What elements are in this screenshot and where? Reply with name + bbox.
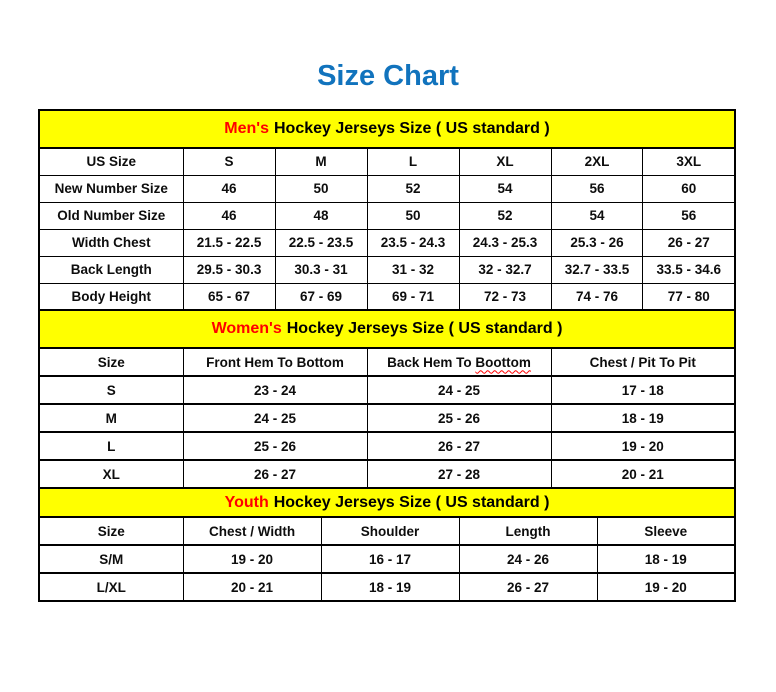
mens-cell: 72 - 73 [459,283,551,310]
section-youth [38,487,736,602]
mens-table [38,147,736,311]
youth-cell: 16 - 17 [321,545,459,573]
mens-column-header: US Size [39,148,183,175]
womens-header-row [39,348,735,376]
womens-row-label: XL [39,460,183,488]
mens-cell: 60 [643,175,735,202]
youth-heading-text: Hockey Jerseys Size ( US standard ) [273,493,550,511]
mens-cell: 50 [275,175,367,202]
youth-table-row [39,545,735,573]
womens-row-label: M [39,404,183,432]
womens-table [38,347,736,489]
youth-cell: 26 - 27 [459,573,597,601]
youth-cell: 18 - 19 [321,573,459,601]
mens-cell: 52 [459,202,551,229]
youth-header-row [39,517,735,545]
mens-table-row [39,256,735,283]
mens-cell: 21.5 - 22.5 [183,229,275,256]
womens-cell: 19 - 20 [551,432,735,460]
womens-table-row [39,432,735,460]
mens-cell: 31 - 32 [367,256,459,283]
youth-cell: 18 - 19 [597,545,735,573]
mens-row-label: Width Chest [39,229,183,256]
womens-cell: 26 - 27 [367,432,551,460]
mens-cell: 23.5 - 24.3 [367,229,459,256]
youth-table [38,516,736,602]
mens-row-label: Back Length [39,256,183,283]
womens-cell: 25 - 26 [367,404,551,432]
section-mens [38,109,736,311]
mens-cell: 74 - 76 [551,283,643,310]
mens-cell: 54 [551,202,643,229]
misspelled-word: Boottom [475,354,531,370]
mens-cell: 32 - 32.7 [459,256,551,283]
youth-cell: 24 - 26 [459,545,597,573]
mens-cell: 46 [183,175,275,202]
mens-table-row [39,283,735,310]
mens-heading-band [38,109,736,149]
mens-column-header: 2XL [551,148,643,175]
mens-cell: 69 - 71 [367,283,459,310]
mens-heading-highlight: Men's [224,120,269,137]
youth-cell: 19 - 20 [597,573,735,601]
mens-cell: 22.5 - 23.5 [275,229,367,256]
womens-cell: 24 - 25 [183,404,367,432]
mens-table-row [39,229,735,256]
mens-row-label: Old Number Size [39,202,183,229]
mens-column-header: M [275,148,367,175]
youth-heading-band [38,487,736,518]
mens-column-header: L [367,148,459,175]
mens-cell: 46 [183,202,275,229]
womens-column-header: Back Hem To Boottom [367,348,551,376]
womens-cell: 24 - 25 [367,376,551,404]
mens-cell: 33.5 - 34.6 [643,256,735,283]
mens-column-header: XL [459,148,551,175]
womens-cell: 27 - 28 [367,460,551,488]
mens-cell: 56 [551,175,643,202]
mens-table-row [39,202,735,229]
mens-cell: 48 [275,202,367,229]
mens-cell: 26 - 27 [643,229,735,256]
womens-cell: 18 - 19 [551,404,735,432]
section-womens [38,309,736,489]
womens-cell: 25 - 26 [183,432,367,460]
womens-table-row [39,376,735,404]
mens-column-header: S [183,148,275,175]
mens-cell: 29.5 - 30.3 [183,256,275,283]
mens-cell: 77 - 80 [643,283,735,310]
youth-column-header: Shoulder [321,517,459,545]
womens-cell: 20 - 21 [551,460,735,488]
womens-table-row [39,404,735,432]
mens-row-label: Body Height [39,283,183,310]
youth-column-header: Length [459,517,597,545]
womens-cell: 17 - 18 [551,376,735,404]
mens-cell: 65 - 67 [183,283,275,310]
size-tables [38,109,736,602]
mens-cell: 56 [643,202,735,229]
mens-header-row [39,148,735,175]
mens-cell: 54 [459,175,551,202]
womens-cell: 23 - 24 [183,376,367,404]
youth-table-row [39,573,735,601]
page-title: Size Chart [317,60,459,92]
mens-cell: 50 [367,202,459,229]
youth-row-label: S/M [39,545,183,573]
womens-heading-highlight: Women's [211,320,282,337]
womens-table-row [39,460,735,488]
mens-heading-text: Hockey Jerseys Size ( US standard ) [274,120,550,137]
mens-table-row [39,175,735,202]
youth-cell: 19 - 20 [183,545,321,573]
youth-heading-highlight: Youth [224,493,269,511]
womens-column-header: Chest / Pit To Pit [551,348,735,376]
youth-column-header: Chest / Width [183,517,321,545]
womens-row-label: S [39,376,183,404]
mens-column-header: 3XL [643,148,735,175]
mens-cell: 24.3 - 25.3 [459,229,551,256]
mens-row-label: New Number Size [39,175,183,202]
youth-row-label: L/XL [39,573,183,601]
youth-cell: 20 - 21 [183,573,321,601]
mens-cell: 32.7 - 33.5 [551,256,643,283]
mens-cell: 25.3 - 26 [551,229,643,256]
womens-heading-band [38,309,736,349]
mens-cell: 67 - 69 [275,283,367,310]
mens-cell: 52 [367,175,459,202]
womens-row-label: L [39,432,183,460]
womens-column-header: Size [39,348,183,376]
youth-column-header: Size [39,517,183,545]
youth-column-header: Sleeve [597,517,735,545]
mens-cell: 30.3 - 31 [275,256,367,283]
womens-column-header: Front Hem To Bottom [183,348,367,376]
womens-heading-text: Hockey Jerseys Size ( US standard ) [286,320,563,337]
womens-cell: 26 - 27 [183,460,367,488]
